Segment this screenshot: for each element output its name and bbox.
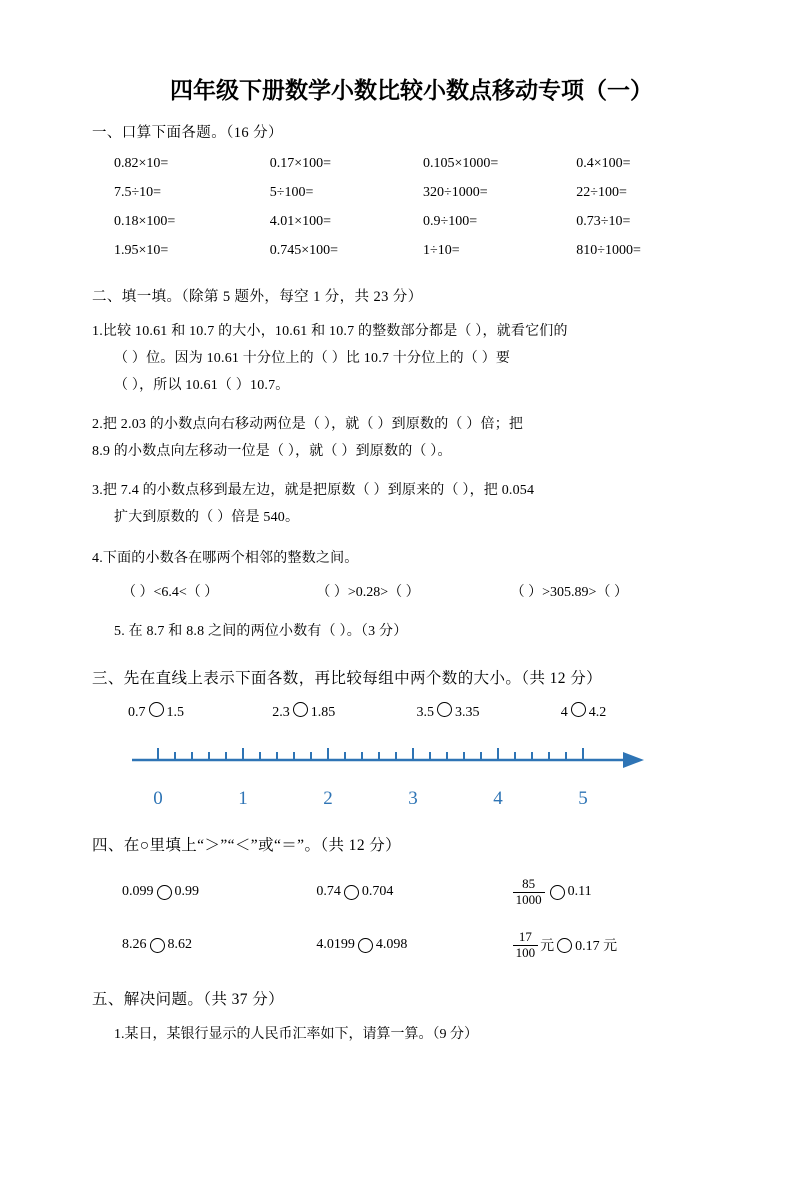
table-row (92, 236, 705, 265)
item-right: 0.99 (174, 884, 199, 900)
fraction-denominator: 1000 (513, 892, 545, 908)
worksheet-page (0, 72, 793, 1194)
answer-circle[interactable] (344, 885, 359, 900)
oral-calculation-table (92, 149, 705, 265)
item-left: 0.74 (316, 884, 341, 900)
section2-q4-items (92, 581, 705, 601)
compare-item (316, 884, 510, 900)
table-row (92, 178, 705, 207)
table-row (92, 207, 705, 236)
pair-right: 1.5 (166, 705, 184, 720)
section2-q1-line2: （ ）位。因为 10.61 十分位上的（ ）比 10.7 十分位上的（ ）要 (114, 351, 511, 366)
compare-item (511, 930, 705, 961)
number-line-svg (128, 743, 648, 777)
fraction (513, 877, 545, 908)
answer-circle[interactable] (293, 702, 308, 717)
compare-pair (272, 702, 416, 721)
pair-left: 3.5 (416, 705, 434, 720)
worksheet-content (0, 121, 793, 1043)
oral-item: 810÷1000= (576, 242, 641, 258)
oral-item: 0.73÷10= (576, 213, 631, 229)
answer-circle[interactable] (437, 702, 452, 717)
item-right: 4.098 (375, 937, 408, 953)
answer-circle[interactable] (557, 938, 572, 953)
compare-pair (561, 702, 705, 721)
answer-circle[interactable] (550, 885, 565, 900)
item-right: 0.11 (567, 884, 592, 900)
q4-item: （ ）>0.28>（ ） (316, 585, 420, 600)
item-right: 8.62 (167, 937, 192, 953)
oral-item: 4.01×100= (269, 213, 332, 229)
oral-item: 1÷10= (423, 242, 460, 258)
answer-circle[interactable] (150, 938, 165, 953)
section2-q5: 5. 在 8.7 和 8.8 之间的两位小数有（ ）。（3 分） (114, 624, 408, 639)
q4-item: （ ）<6.4<（ ） (122, 585, 219, 600)
fraction-denominator: 100 (513, 945, 539, 961)
section3-heading: 三、先在直线上表示下面各数，再比较每组中两个数的大小。（共 12 分） (92, 670, 603, 687)
item-right: 0.17 元 (575, 939, 618, 955)
numline-label: 0 (153, 788, 163, 809)
section3-compare-pairs (92, 702, 705, 721)
section2-q2-line2: 8.9 的小数点向左移动一位是（ ），就（ ）到原数的（ ）。 (92, 444, 452, 459)
pair-left: 2.3 (272, 705, 290, 720)
fraction-numerator: 17 (518, 928, 532, 944)
section2-q4: 4.下面的小数各在哪两个相邻的整数之间。 (92, 551, 359, 566)
answer-circle[interactable] (358, 938, 373, 953)
answer-circle[interactable] (149, 702, 164, 717)
oral-item: 0.18×100= (114, 213, 176, 229)
item-left: 4.0199 (316, 937, 355, 953)
numline-label: 3 (408, 788, 418, 809)
fraction (513, 930, 539, 961)
oral-item: 0.105×1000= (423, 155, 499, 171)
oral-item: 5÷100= (269, 184, 314, 200)
compare-pair (417, 702, 561, 721)
pair-right: 3.35 (455, 705, 480, 720)
section4-heading: 四、在○里填上“＞”“＜”或“＝”。（共 12 分） (92, 837, 402, 854)
section4-row2 (92, 930, 705, 961)
section2-q3-line1: 3.把 7.4 的小数点移到最左边，就是把原数（ ）到原来的（ ），把 0.054 (92, 483, 535, 498)
numline-label: 1 (238, 788, 248, 809)
q4-item: （ ）>305.89>（ ） (510, 585, 628, 600)
section5-q1: 1.某日，某银行显示的人民币汇率如下，请算一算。（9 分） (114, 1026, 478, 1042)
section5-heading: 五、解决问题。（共 37 分） (92, 990, 285, 1008)
section1-heading: 一、口算下面各题。（16 分） (92, 125, 283, 141)
pair-left: 0.7 (128, 705, 146, 720)
section2-q1-line3: （ ），所以 10.61（ ）10.7。 (114, 378, 290, 393)
oral-item: 22÷100= (576, 184, 627, 200)
numline-label: 5 (578, 788, 588, 809)
oral-item: 0.9÷100= (423, 213, 478, 229)
compare-item (122, 884, 316, 900)
oral-item: 0.82×10= (114, 155, 169, 171)
compare-item (511, 877, 705, 908)
numline-label: 4 (493, 788, 503, 809)
answer-circle[interactable] (157, 885, 172, 900)
compare-pair (128, 702, 272, 721)
pair-left: 4 (560, 705, 568, 720)
compare-item (316, 937, 510, 953)
section4-row1 (92, 877, 705, 908)
pair-right: 4.2 (588, 705, 607, 720)
oral-item: 0.4×100= (576, 155, 631, 171)
item-left: 0.099 (122, 884, 154, 900)
oral-item: 1.95×10= (114, 242, 169, 258)
oral-item: 320÷1000= (423, 184, 488, 200)
fraction-numerator: 85 (522, 876, 536, 891)
item-right: 0.704 (361, 884, 394, 900)
answer-circle[interactable] (571, 702, 586, 717)
item-left: 8.26 (122, 937, 147, 953)
compare-item (122, 937, 316, 953)
number-line-labels (128, 788, 705, 814)
pair-right: 1.85 (310, 705, 336, 720)
page-title: 四年级下册数学小数比较小数点移动专项（一） (170, 77, 653, 103)
section2-q2-line1: 2.把 2.03 的小数点向右移动两位是（ ），就（ ）到原数的（ ）倍；把 (92, 417, 524, 432)
fraction-unit: 元 (540, 939, 555, 955)
oral-item: 7.5÷10= (114, 184, 162, 200)
number-line-figure (92, 743, 705, 823)
table-row (92, 149, 705, 178)
numline-label: 2 (323, 788, 333, 809)
section2-heading: 二、填一填。（除第 5 题外，每空 1 分，共 23 分） (92, 289, 423, 305)
oral-item: 0.745×100= (269, 242, 339, 258)
section2-q3-line2: 扩大到原数的（ ）倍是 540。 (114, 510, 300, 525)
oral-item: 0.17×100= (269, 155, 332, 171)
section2-q1-line1: 1.比较 10.61 和 10.7 的大小，10.61 和 10.7 的整数部分都是（ ），就看它们的 (92, 324, 568, 339)
